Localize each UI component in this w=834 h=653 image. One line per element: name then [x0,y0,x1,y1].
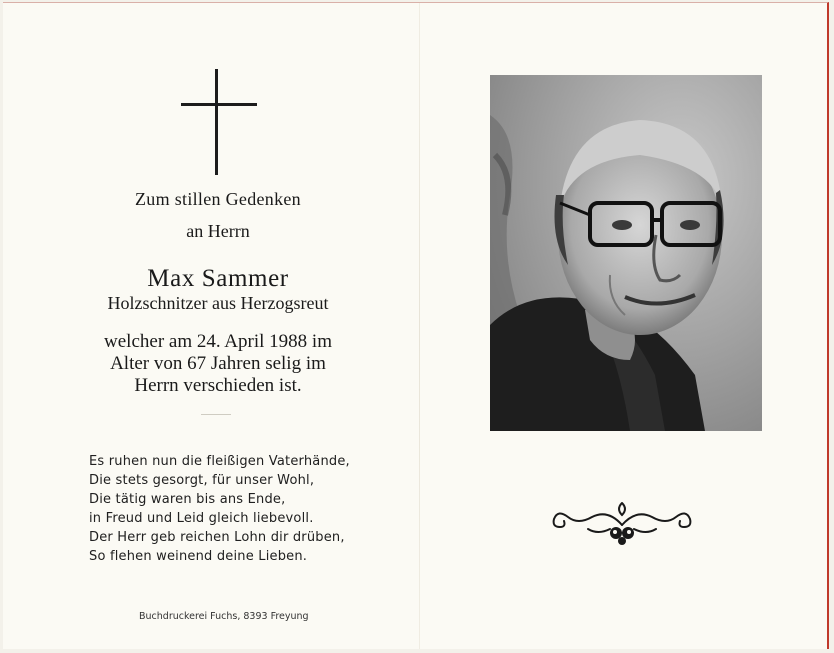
remembrance-line-2: an Herrn [186,221,250,241]
poem-line: Die tätig waren bis ans Ende, [89,492,286,507]
death-line: Alter von 67 Jahren selig im [110,353,326,374]
cross-icon [181,69,257,175]
remembrance-line-1: Zum stillen Gedenken [135,189,301,209]
poem-line: Die stets gesorgt, für unser Wohl, [89,473,315,488]
poem-line: Es ruhen nun die fleißigen Vaterhände, [89,454,350,469]
occupation: Holzschnitzer aus Herzogsreut [107,293,329,313]
printer-imprint: Buchdruckerei Fuchs, 8393 Freyung [139,611,309,622]
card-fold [419,3,420,649]
poem-line: Der Herr geb reichen Lohn dir drüben, [89,530,345,545]
death-line: Herrn verschieden ist. [134,375,302,396]
poem-line: in Freud und Leid gleich liebevoll. [89,511,314,526]
divider [201,414,231,415]
ornament-icon [548,495,696,547]
poem [89,452,350,566]
death-line: welcher am 24. April 1988 im [104,331,332,352]
deceased-name: Max Sammer [147,265,289,292]
death-notice [3,331,433,397]
poem-line: So flehen weinend deine Lieben. [89,549,308,564]
portrait-photo [490,75,762,431]
